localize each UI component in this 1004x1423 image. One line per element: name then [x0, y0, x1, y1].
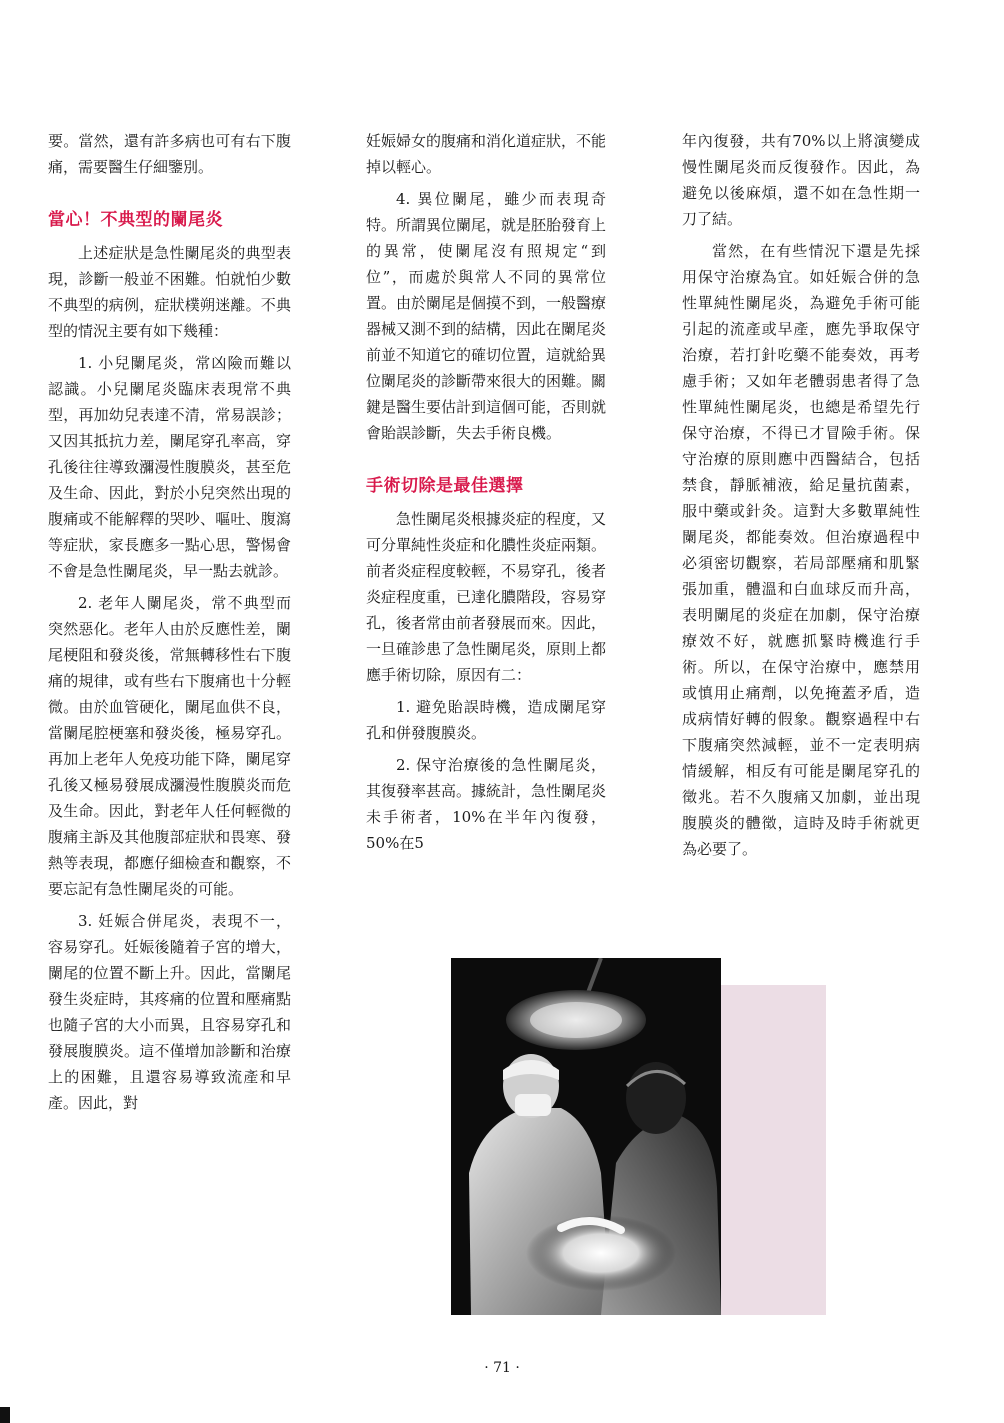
- text-column-2: [366, 128, 606, 862]
- paragraph: 急性闌尾炎根據炎症的程度，又可分單純性炎症和化膿性炎症兩類。前者炎症程度較輕，不易穿孔，後者炎症程度重，已達化膿階段，容易穿孔，後者常由前者發展而來。因此，一旦確診患了急性闌尾炎，原則上都應手術切除，原因有二：: [366, 510, 607, 684]
- paragraph: 1. 避免貽誤時機，造成闌尾穿孔和併發腹膜炎。: [366, 698, 606, 742]
- paragraph: 上述症狀是急性闌尾炎的典型表現，診斷一般並不困難。怕就怕少數不典型的病例，症狀樸朔迷離。不典型的情況主要有如下幾種：: [48, 244, 291, 340]
- paragraph: 年內復發，共有70%以上將演變成慢性闌尾炎而反復發作。因此，為避免以後麻煩，還不如在急性期一刀了結。: [682, 132, 920, 228]
- photo-backdrop: [720, 985, 826, 1315]
- paragraph: 妊娠婦女的腹痛和消化道症狀，不能掉以輕心。: [366, 132, 607, 176]
- surgery-photo: [451, 958, 721, 1315]
- paragraph: 1. 小兒闌尾炎，常凶險而難以認識。小兒闌尾炎臨床表現常不典型，再加幼兒表達不清，常易誤診；又因其抵抗力差，闌尾穿孔率高，穿孔後往往導致瀰漫性腹膜炎，甚至危及生命、因此，對於小兒突然出現的腹痛或不能解釋的哭吵、嘔吐、腹瀉等症狀，家長應多一點心思，警惕會不會是急性闌尾炎，早一點去就診。: [48, 354, 291, 580]
- page-number: · 71 ·: [484, 1360, 520, 1376]
- section-heading-atypical: 當心！不典型的闌尾炎: [48, 210, 223, 230]
- paragraph: 要。當然，還有許多病也可有右下腹痛，需要醫生仔細鑒別。: [48, 132, 291, 176]
- crop-mark: [0, 1407, 10, 1423]
- paragraph: 當然，在有些情況下還是先採用保守治療為宜。如妊娠合併的急性單純性闌尾炎，為避免手術可能引起的流產或早產，應先爭取保守治療，若打針吃藥不能奏效，再考慮手術；又如年老體弱患者得了急性單純性闌尾炎，也總是希望先行保守治療，不得已才冒險手術。保守治療的原則應中西醫結合，包括禁食，靜脈補液，給足量抗菌素，服中藥或針灸。這對大多數單純性闌尾炎，都能奏效。但治療過程中必須密切觀察，若局部壓痛和肌緊張加重，體溫和白血球反而升高，表明闌尾的炎症在加劇，保守治療療效不好，就應抓緊時機進行手術。所以，在保守治療中，應禁用或慎用止痛劑，以免掩蓋矛盾，造成病情好轉的假象。觀察過程中右下腹痛突然減輕，並不一定表明病情緩解，相反有可能是闌尾穿孔的徵兆。若不久腹痛又加劇，並出現腹膜炎的體徵，這時及時手術就更為必要了。: [682, 242, 920, 858]
- text-column-3: [682, 128, 920, 868]
- paragraph: 4. 異位闌尾，雖少而表現奇特。所謂異位闌尾，就是胚胎發育上的異常，使闌尾沒有照規定“到位”，而處於與常人不同的異常位置。由於闌尾是個摸不到，一般醫療器械又測不到的結構，因此在闌尾炎前並不知道它的確切位置，這就給異位闌尾炎的診斷帶來很大的困難。關鍵是醫生要估計到這個可能，否則就會貽誤診斷，失去手術良機。: [366, 190, 607, 442]
- text-column-1: [48, 128, 291, 1122]
- paragraph: 2. 老年人闌尾炎，常不典型而突然惡化。老年人由於反應性差，闌尾梗阻和發炎後，常無轉移性右下腹痛的規律，或有些右下腹痛也十分輕微。由於血管硬化，闌尾血供不良，當闌尾腔梗塞和發炎後，極易穿孔。再加上老年人免疫功能下降，闌尾穿孔後又極易發展成瀰漫性腹膜炎而危及生命。因此，對老年人任何輕微的腹痛主訴及其他腹部症狀和畏寒、發熱等表現，都應仔細檢查和觀察，不要忘記有急性闌尾炎的可能。: [48, 594, 291, 898]
- paragraph: 3. 妊娠合併尾炎，表現不一，容易穿孔。妊娠後隨着子宮的增大，闌尾的位置不斷上升。因此，當闌尾發生炎症時，其疼痛的位置和壓痛點也隨子宮的大小而異，且容易穿孔和發展腹膜炎。這不僅增加診斷和治療上的困難，且還容易導致流產和早產。因此，對: [48, 912, 291, 1112]
- section-heading-surgery: 手術切除是最佳選擇: [366, 476, 524, 496]
- paragraph: 2. 保守治療後的急性闌尾炎，其復發率甚高。據統計，急性闌尾炎未手術者，10%在半年內復發，50%在5: [366, 756, 607, 852]
